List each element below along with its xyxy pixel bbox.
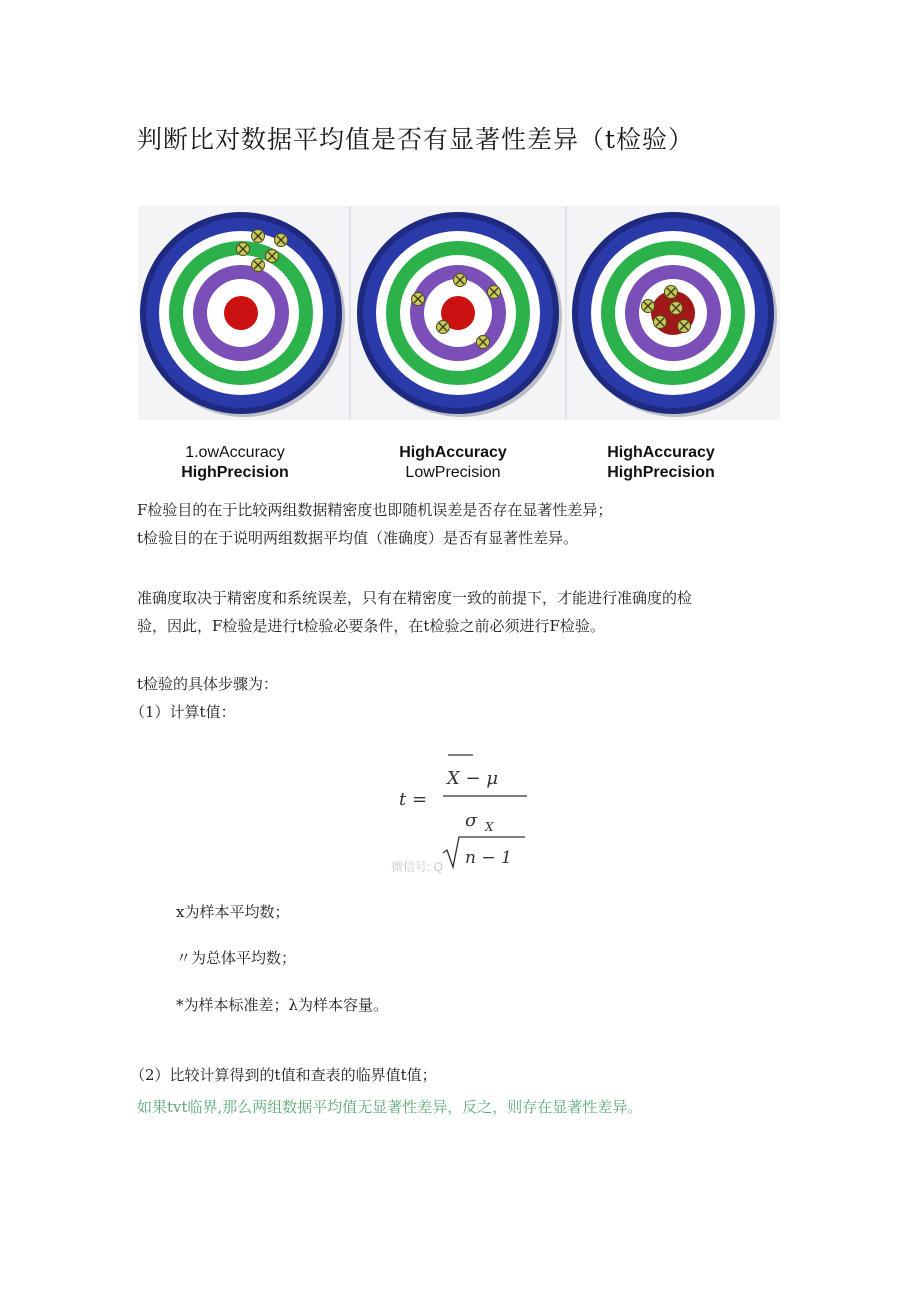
shot-marker <box>488 286 501 299</box>
paragraph-t-test: t检验目的在于说明两组数据平均值（准确度）是否有显著性差异。 <box>137 529 579 547</box>
paragraph-accuracy-line2: 验，因此，F检验是进行t检验必要条件，在t检验之前必须进行F检验。 <box>137 617 605 635</box>
steps-title: t检验的具体步骤为： <box>137 675 279 693</box>
shot-marker <box>412 293 425 306</box>
definition-std-and-size: *为样本标准差；λ为样本容量。 <box>176 996 389 1014</box>
caption-target-3 <box>586 443 736 483</box>
accuracy-precision-targets-figure <box>138 206 780 420</box>
caption-1-line1: 1.owAccuracy <box>185 444 285 461</box>
step1-label: （1）计算t值： <box>130 703 236 721</box>
shot-marker <box>642 300 655 313</box>
caption-1-line2: HighPrecision <box>181 464 289 481</box>
step2-line2-conclusion: 如果tvt临界,那么两组数据平均值无显著性差异，反之，则存在显著性差异。 <box>137 1098 643 1116</box>
shot-marker <box>454 274 467 287</box>
shot-marker <box>665 286 678 299</box>
shot-marker <box>252 259 265 272</box>
shot-marker <box>437 321 450 334</box>
caption-2-line2: LowPrecision <box>405 464 501 481</box>
formula-watermark: 微信号: Q <box>391 860 444 874</box>
formula-sigma-subscript: X <box>485 820 494 834</box>
target-ring <box>224 296 258 330</box>
caption-3-line1: HighAccuracy <box>607 444 715 461</box>
shot-marker <box>670 302 683 315</box>
shot-marker <box>266 250 279 263</box>
shot-marker <box>654 316 667 329</box>
formula-lhs: t = <box>399 789 428 810</box>
shot-marker <box>252 230 265 243</box>
t-value-formula <box>385 745 535 880</box>
shot-marker <box>275 234 288 247</box>
formula-numerator: X − μ <box>447 768 499 789</box>
step2-line1: （2）比较计算得到的t值和查表的临界值t值； <box>130 1066 437 1084</box>
page-title: 判断比对数据平均值是否有显著性差异（t检验） <box>137 125 695 154</box>
shot-marker <box>237 243 250 256</box>
paragraph-accuracy-line1: 准确度取决于精密度和系统误差，只有在精密度一致的前提下，才能进行准确度的检 <box>137 589 693 607</box>
caption-target-1 <box>160 443 310 483</box>
caption-target-2 <box>378 443 528 483</box>
shot-marker <box>477 336 490 349</box>
definition-population-mean: 〃为总体平均数； <box>176 949 297 967</box>
formula-root-content: n − 1 <box>465 848 512 868</box>
definition-sample-mean: x为样本平均数； <box>176 903 290 921</box>
paragraph-f-test: F检验目的在于比较两组数据精密度也即随机误差是否存在显著性差异； <box>137 501 613 519</box>
caption-2-line1: HighAccuracy <box>399 444 507 461</box>
caption-3-line2: HighPrecision <box>607 464 715 481</box>
formula-sigma: σ <box>465 810 478 831</box>
shot-marker <box>678 320 691 333</box>
